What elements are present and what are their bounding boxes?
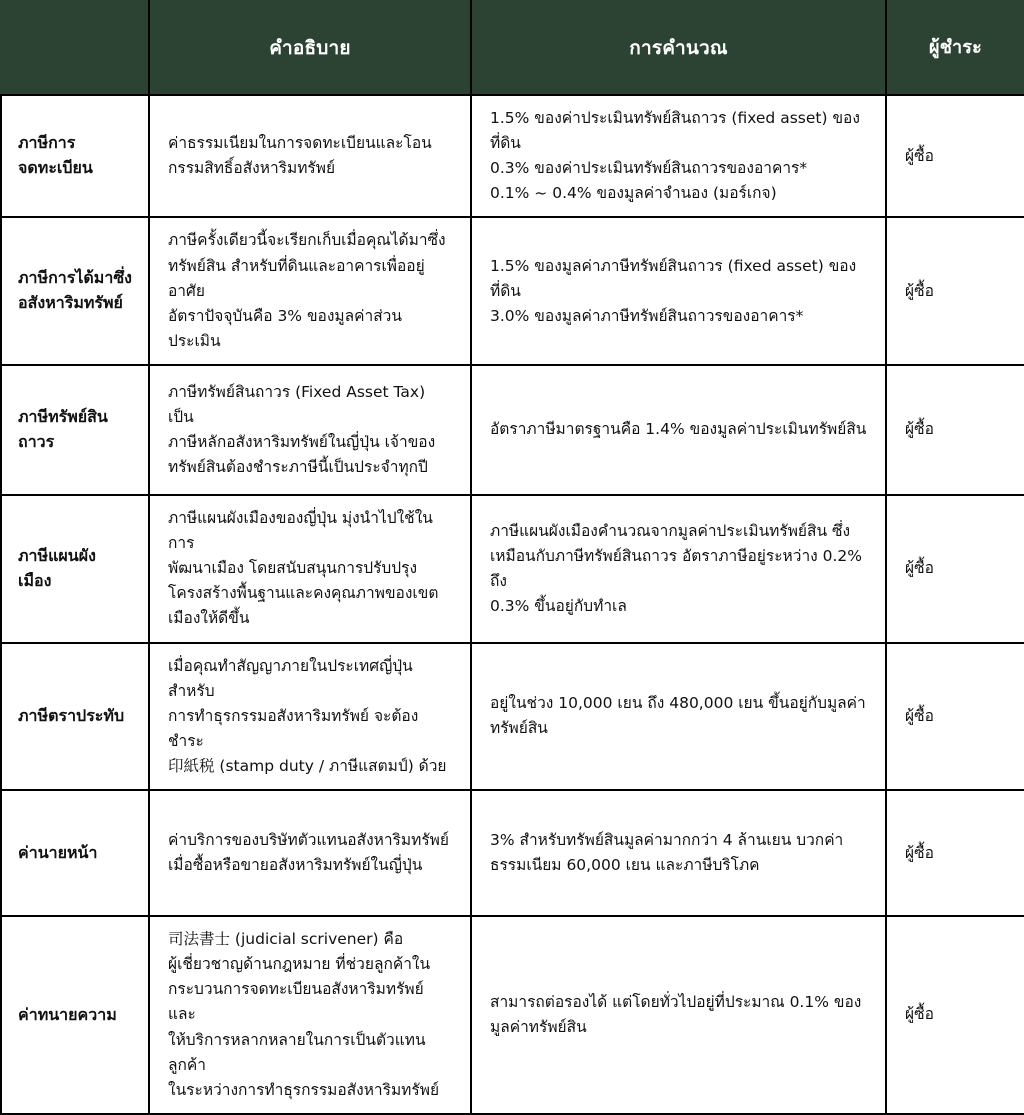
tax-item-description-line: ภาษีครั้งเดียวนี้จะเรียกเก็บเมื่อคุณได้มาซึ่ง (168, 231, 446, 250)
tax-item-description-line: ผู้เชี่ยวชาญด้านกฎหมาย ที่ช่วยลูกค้าใน (168, 955, 431, 974)
table-row (1, 217, 1024, 365)
tax-item-payer: ผู้ซื้อ (886, 217, 1024, 365)
tax-item-description (149, 790, 471, 916)
tax-item-calculation (471, 916, 886, 1114)
tax-item-description-line: 印紙税 (stamp duty / ภาษีแสตมป์) ด้วย (168, 756, 447, 775)
column-header-description: คำอธิบาย (149, 1, 471, 95)
tax-item-name (1, 217, 149, 365)
tax-item-description-line: กรรมสิทธิ์อสังหาริมทรัพย์ (168, 159, 336, 178)
tax-item-calculation-line: 3% สำหรับทรัพย์สินมูลค่ามากกว่า 4 ล้านเยน บวกค่า (490, 830, 844, 849)
tax-item-payer: ผู้ซื้อ (886, 643, 1024, 791)
tax-item-description-line: พัฒนาเมือง โดยสนับสนุนการปรับปรุง (168, 559, 418, 578)
tax-item-calculation-line: ภาษีแผนผังเมืองคำนวณจากมูลค่าประเมินทรัพย์สิน ซึ่ง (490, 521, 851, 540)
tax-item-calculation-line: 1.5% ของค่าประเมินทรัพย์สินถาวร (fixed asset) ของที่ดิน (490, 109, 860, 153)
tax-item-name-line: ภาษีแผนผัง (18, 545, 96, 565)
tax-item-description-line: ในระหว่างการทำธุรกรรมอสังหาริมทรัพย์ (168, 1080, 440, 1099)
tax-item-calculation-line: 0.3% ของค่าประเมินทรัพย์สินถาวรของอาคาร* (490, 159, 808, 178)
table-row (1, 495, 1024, 643)
tax-item-description-line: ภาษีแผนผังเมืองของญี่ปุ่น มุ่งนำไปใช้ในการ (168, 508, 433, 553)
tax-item-description-line: เมื่อคุณทำสัญญาภายในประเทศญี่ปุ่นสำหรับ (168, 656, 413, 700)
tax-item-calculation (471, 643, 886, 791)
tax-item-description-line: ค่าธรรมเนียมในการจดทะเบียนและโอน (168, 134, 432, 153)
table-body (1, 95, 1024, 1114)
tax-item-name (1, 643, 149, 791)
table-header (1, 1, 1024, 95)
tax-item-calculation (471, 217, 886, 365)
tax-item-name-line: อสังหาริมทรัพย์ (18, 293, 123, 313)
tax-item-description-line: ให้บริการหลากหลายในการเป็นตัวแทนลูกค้า (168, 1030, 426, 1074)
column-header-payer: ผู้ชำระ (886, 1, 1024, 95)
tax-item-payer: ผู้ซื้อ (886, 365, 1024, 495)
column-header-name (1, 1, 149, 95)
tax-item-name-line: ภาษีการได้มาซึ่ง (18, 268, 132, 288)
tax-item-description-line: ภาษีทรัพย์สินถาวร (Fixed Asset Tax) เป็น (168, 382, 426, 426)
tax-item-description (149, 95, 471, 217)
header-row (1, 1, 1024, 95)
tax-item-name (1, 365, 149, 495)
table-row (1, 916, 1024, 1114)
tax-item-description-line: 司法書士 (judicial scrivener) คือ (168, 930, 404, 949)
tax-item-calculation-line: อยู่ในช่วง 10,000 เยน ถึง 480,000 เยน ขึ้นอยู่กับมูลค่า (490, 694, 866, 713)
tax-item-calculation (471, 495, 886, 643)
tax-item-name (1, 495, 149, 643)
tax-item-payer: ผู้ซื้อ (886, 916, 1024, 1114)
tax-item-calculation-line: ธรรมเนียม 60,000 เยน และภาษีบริโภค (490, 856, 760, 875)
tax-item-calculation-line: 0.1% ~ 0.4% ของมูลค่าจำนอง (มอร์เกจ) (490, 184, 777, 203)
tax-item-name (1, 790, 149, 916)
tax-item-calculation-line: 0.3% ขึ้นอยู่กับทำเล (490, 596, 627, 615)
tax-item-name-line: จดทะเบียน (18, 158, 93, 178)
tax-item-name-line: ถาวร (18, 431, 55, 451)
tax-item-calculation-line: ทรัพย์สิน (490, 719, 548, 738)
tax-item-calculation (471, 790, 886, 916)
tax-item-name-line: ภาษีตราประทับ (18, 705, 125, 725)
tax-item-calculation-line: 3.0% ของมูลค่าภาษีทรัพย์สินถาวรของอาคาร* (490, 306, 804, 325)
tax-item-description-line: โครงสร้างพื้นฐานและคงคุณภาพของเขต (168, 584, 439, 603)
tax-item-description-line: ทรัพย์สิน สำหรับที่ดินและอาคารเพื่ออยู่อาศัย (168, 256, 425, 300)
column-header-calculation: การคำนวณ (471, 1, 886, 95)
tax-item-payer: ผู้ซื้อ (886, 495, 1024, 643)
tax-item-description-line: การทำธุรกรรมอสังหาริมทรัพย์ จะต้องชำระ (168, 706, 419, 750)
tax-item-calculation-line: เหมือนกับภาษีทรัพย์สินถาวร อัตราภาษีอยู่ระหว่าง 0.2% ถึง (490, 546, 863, 590)
tax-item-payer: ผู้ซื้อ (886, 95, 1024, 217)
tax-item-calculation-line: อัตราภาษีมาตรฐานคือ 1.4% ของมูลค่าประเมินทรัพย์สิน (490, 420, 867, 439)
tax-item-description-line: อัตราปัจจุบันคือ 3% ของมูลค่าส่วนประเมิน (168, 306, 402, 350)
tax-item-calculation (471, 95, 886, 217)
tax-item-description (149, 365, 471, 495)
tax-item-description (149, 217, 471, 365)
table-row (1, 643, 1024, 791)
tax-item-name-line: เมือง (18, 570, 52, 590)
tax-item-calculation (471, 365, 886, 495)
tax-item-description-line: กระบวนการจดทะเบียนอสังหาริมทรัพย์ และ (168, 980, 424, 1024)
tax-item-description-line: เมื่อซื้อหรือขายอสังหาริมทรัพย์ในญี่ปุ่น (168, 856, 423, 875)
tax-item-name-line: ค่าทนายความ (18, 1004, 117, 1024)
tax-item-name-line: ภาษีการ (18, 133, 76, 153)
tax-item-calculation-line: สามารถต่อรองได้ แต่โดยทั่วไปอยู่ที่ประมาณ 0.1% ของ (490, 992, 862, 1011)
tax-item-name (1, 916, 149, 1114)
table-row (1, 95, 1024, 217)
tax-item-name-line: ภาษีทรัพย์สิน (18, 407, 108, 427)
tax-item-description-line: ภาษีหลักอสังหาริมทรัพย์ในญี่ปุ่น เจ้าของ (168, 432, 436, 451)
tax-item-description (149, 916, 471, 1114)
tax-item-name (1, 95, 149, 217)
tax-item-description (149, 643, 471, 791)
tax-item-description-line: เมืองให้ดีขึ้น (168, 609, 250, 628)
tax-item-name-line: ค่านายหน้า (18, 842, 98, 862)
table-row (1, 790, 1024, 916)
tax-item-calculation-line: 1.5% ของมูลค่าภาษีทรัพย์สินถาวร (fixed asset) ของที่ดิน (490, 256, 857, 300)
tax-item-description (149, 495, 471, 643)
table-row (1, 365, 1024, 495)
tax-item-description-line: ทรัพย์สินต้องชำระภาษีนี้เป็นประจำทุกปี (168, 458, 428, 477)
tax-item-description-line: ค่าบริการของบริษัทตัวแทนอสังหาริมทรัพย์ (168, 830, 449, 849)
tax-item-calculation-line: มูลค่าทรัพย์สิน (490, 1017, 587, 1036)
tax-item-payer: ผู้ซื้อ (886, 790, 1024, 916)
